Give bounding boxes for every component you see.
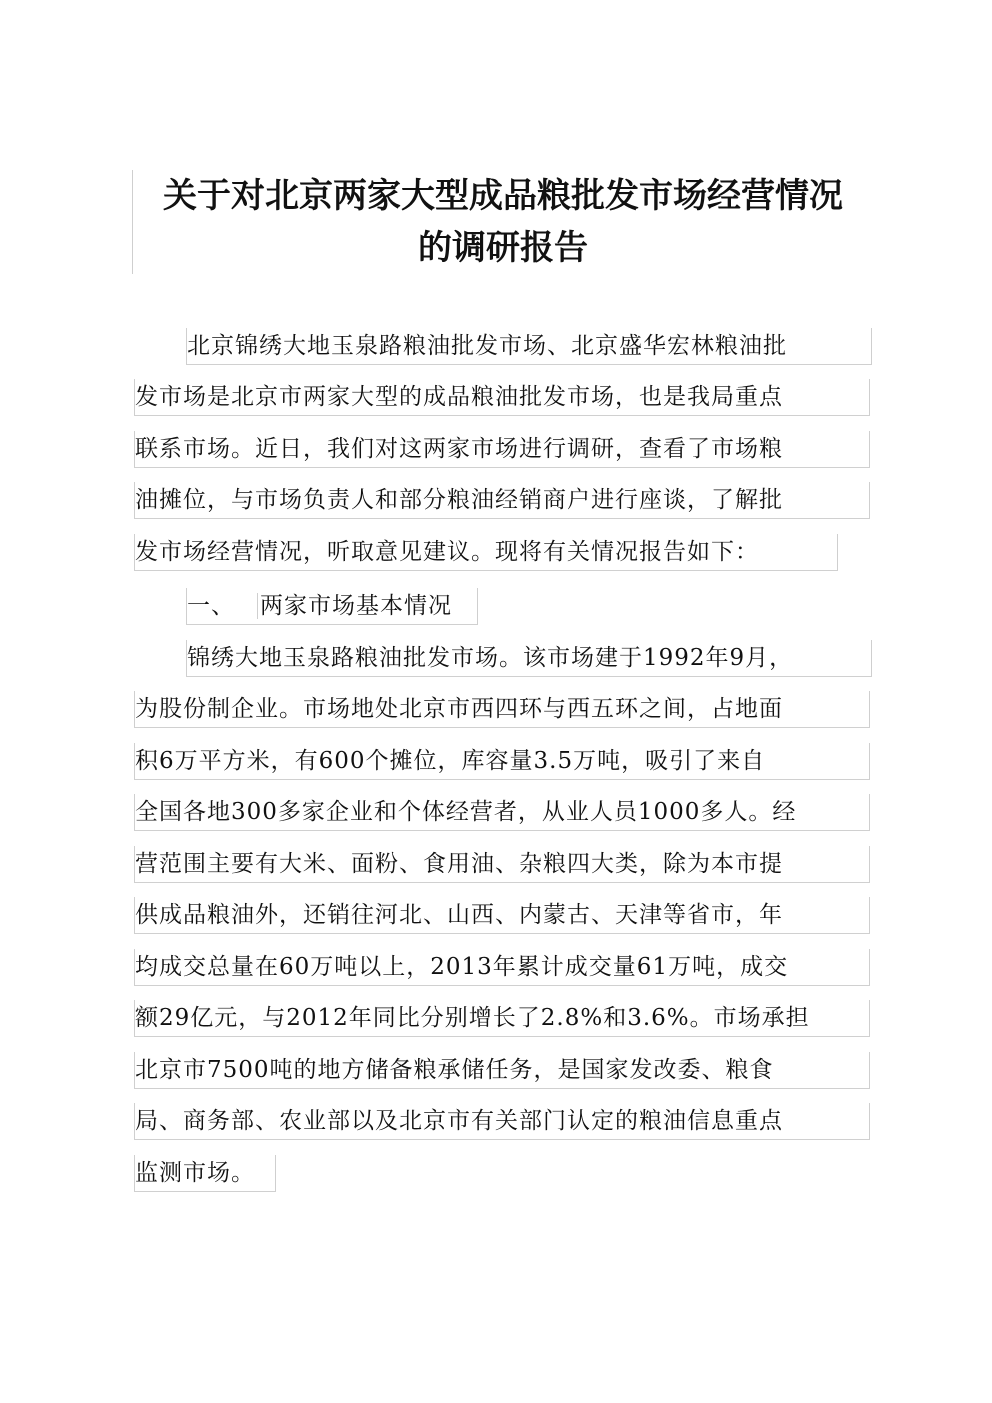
section1-line: 均成交总量在60万吨以上，2013年累计成交量61万吨，成交 <box>134 949 870 986</box>
section1-line: 供成品粮油外，还销往河北、山西、内蒙古、天津等省市，年 <box>134 897 870 934</box>
intro-line: 发市场经营情况，听取意见建议。现将有关情况报告如下： <box>134 534 838 571</box>
section1-line: 营范围主要有大米、面粉、食用油、杂粮四大类，除为本市提 <box>134 846 870 883</box>
intro-line: 北京锦绣大地玉泉路粮油批发市场、北京盛华宏林粮油批 <box>186 328 872 365</box>
section1-line: 锦绣大地玉泉路粮油批发市场。该市场建于1992年9月， <box>186 640 872 677</box>
section1-line: 监测市场。 <box>134 1155 276 1192</box>
section1-line: 局、商务部、农业部以及北京市有关部门认定的粮油信息重点 <box>134 1103 870 1140</box>
document-title <box>132 170 873 274</box>
section1-line: 为股份制企业。市场地处北京市西四环与西五环之间，占地面 <box>134 691 870 728</box>
intro-line: 联系市场。近日，我们对这两家市场进行调研，查看了市场粮 <box>134 431 870 468</box>
section1-line: 全国各地300多家企业和个体经营者，从业人员1000多人。经 <box>134 794 870 831</box>
intro-line: 油摊位，与市场负责人和部分粮油经销商户进行座谈，了解批 <box>134 482 870 519</box>
intro-line: 发市场是北京市两家大型的成品粮油批发市场，也是我局重点 <box>134 379 870 416</box>
title-line-1: 关于对北京两家大型成品粮批发市场经营情况 <box>163 176 843 216</box>
section-title: 两家市场基本情况 <box>257 593 452 619</box>
section-number: 一、 <box>187 593 235 619</box>
section-heading-line <box>186 588 478 625</box>
section1-line: 北京市7500吨的地方储备粮承储任务，是国家发改委、粮食 <box>134 1052 870 1089</box>
section1-line: 积6万平方米，有600个摊位，库容量3.5万吨，吸引了来自 <box>134 743 870 780</box>
title-line-2: 的调研报告 <box>418 228 588 268</box>
section1-line: 额29亿元，与2012年同比分别增长了2.8%和3.6%。市场承担 <box>134 1000 870 1037</box>
